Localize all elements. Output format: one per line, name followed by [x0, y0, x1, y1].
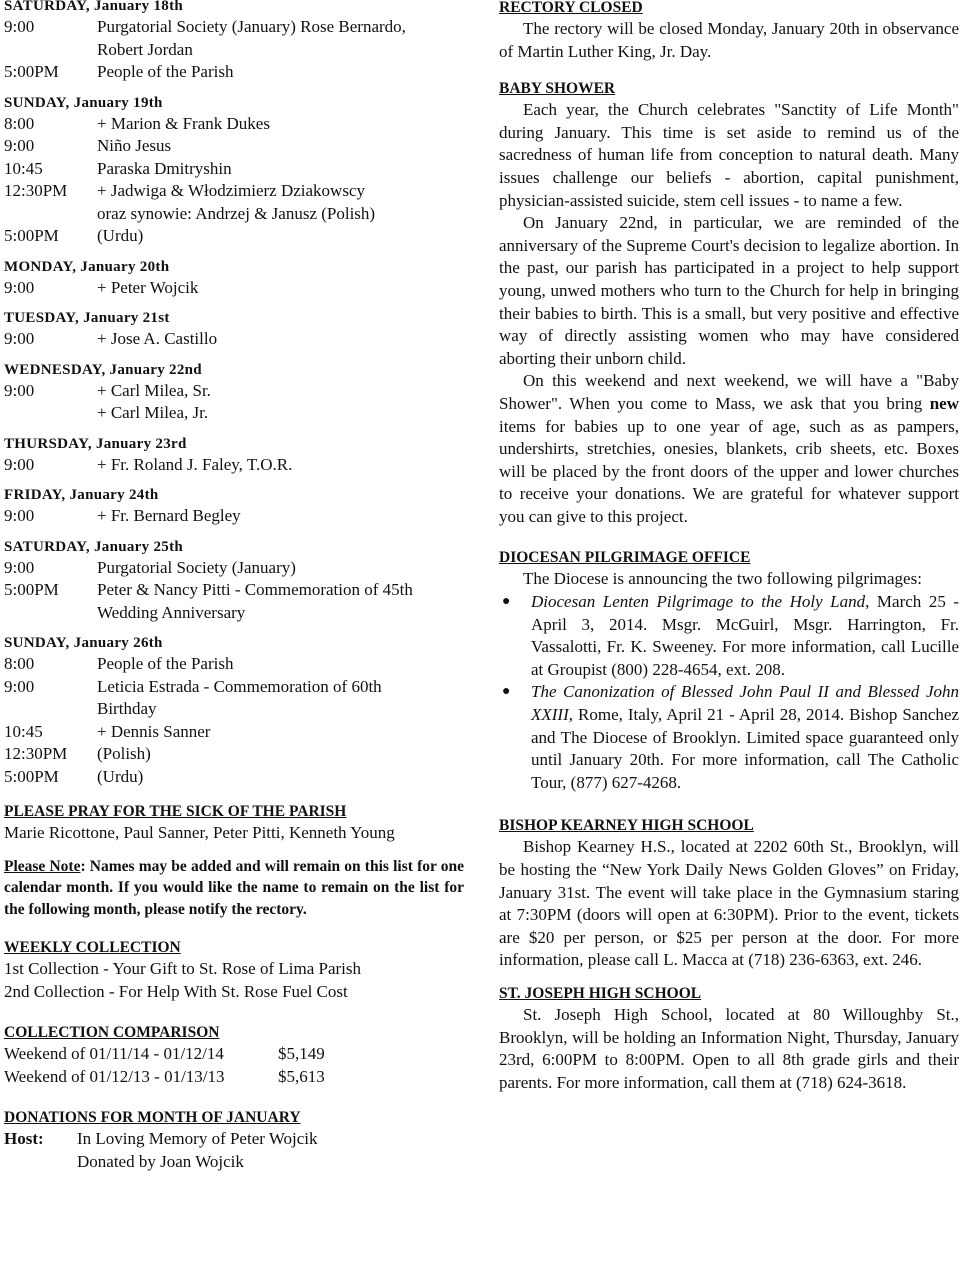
mass-time: 12:30PM — [4, 744, 68, 763]
mass-row — [4, 203, 464, 226]
mass-row — [4, 135, 464, 158]
mass-row — [4, 277, 464, 300]
mass-intention: + Fr. Bernard Begley — [97, 506, 241, 525]
mass-time: 9:00 — [4, 329, 35, 348]
baby-heading: BABY SHOWER — [499, 80, 616, 98]
weekly-line-2: 2nd Collection - For Help With St. Rose Fuel Cost — [4, 981, 348, 1001]
mass-row — [4, 676, 464, 699]
list-item — [499, 591, 959, 681]
pilgrimage-title: The Canonization of Blessed John Paul II and Blessed John XXIII — [531, 682, 959, 725]
mass-intention: Birthday — [97, 699, 157, 718]
mass-row — [4, 113, 464, 136]
kearney-heading: BISHOP KEARNEY HIGH SCHOOL — [499, 817, 754, 835]
mass-row — [4, 225, 464, 248]
host-text: In Loving Memory of Peter Wojcik — [77, 1129, 318, 1148]
mass-time: 9:00 — [4, 454, 35, 474]
day-heading: FRIDAY, January 24th — [4, 487, 159, 503]
day-heading: SUNDAY, January 26th — [4, 635, 163, 651]
mass-time: 10:45 — [4, 158, 43, 178]
pilgrimage-text: , March 25 - April 3, 2014. Msgr. McGuirl, Msgr. Harrington, Fr. Vassalotti, Fr. K. Sweeney. For more information, call Lucille at Groupist (800) 228-4654, ext. 208. — [531, 592, 960, 679]
mass-row — [4, 698, 464, 721]
mass-row — [4, 16, 464, 39]
day-heading: WEDNESDAY, January 22nd — [4, 361, 202, 378]
baby-paragraph-1: Each year, the Church celebrates "Sanctity of Life Month" during January. This time is set aside to remind us of the sacredness of human life from conception to natural death. Many issues challenge our beliefs - abortion, capital punishment, physician-assisted suicide, stem cell issues - to name a few. — [499, 100, 959, 210]
mass-intention: + Marion & Frank Dukes — [97, 113, 270, 133]
mass-time: 5:00PM — [4, 766, 59, 786]
mass-row — [4, 61, 464, 84]
mass-time: 5:00PM — [4, 226, 59, 245]
mass-intention: oraz synowie: Andrzej & Janusz (Polish) — [97, 203, 376, 223]
baby-p3-end: items for babies up to one year of age, such as as pampers, undershirts, stretchies, onesies, blankets, crib sheets, etc. Boxes will be placed by the front doors of the upper and lower churches to receive your donations. We are grateful for whatever support you can give to this project. — [499, 416, 959, 526]
sick-names: Marie Ricottone, Paul Sanner, Peter Pitti, Kenneth Young — [4, 823, 395, 842]
mass-row — [4, 328, 464, 351]
mass-intention: + Carl Milea, Sr. — [97, 380, 211, 400]
comparison-row — [4, 1043, 464, 1066]
mass-intention: + Jadwiga & Włodzimierz Dziakowscy — [97, 181, 365, 200]
mass-intention: Leticia Estrada - Commemoration of 60th — [97, 676, 382, 696]
mass-time: 9:00 — [4, 506, 35, 525]
pilgrimage-text: , Rome, Italy, April 21 - April 28, 2014. Bishop Sanchez and The Diocese of Brooklyn. Limited space guaranteed only until January 20th. For more information, call The Catholic Tour, (877) 627-4268. — [531, 705, 959, 792]
right-column — [499, 0, 959, 1094]
baby-paragraph-2: On January 22nd, in particular, we are reminded of the anniversary of the Supreme Court's decision to legalize abortion. In the past, our parish has participated in a project to help support young, unwed mothers who turn to the Church for help in bringing their babies to birth. This is a small, but very positive and effective way of directly assisting women who may have considered aborting their unborn child. — [499, 213, 959, 368]
mass-time: 9:00 — [4, 277, 35, 297]
mass-row — [4, 158, 464, 181]
donor-line: Donated by Joan Wojcik — [77, 1151, 244, 1171]
mass-intention: Purgatorial Society (January) — [97, 557, 296, 577]
mass-intention: Niño Jesus — [97, 136, 172, 155]
day-heading: MONDAY, January 20th — [4, 258, 170, 275]
mass-time: 5:00PM — [4, 580, 59, 599]
mass-intention: (Urdu) — [97, 766, 144, 786]
weekly-line-1: 1st Collection - Your Gift to St. Rose of Lima Parish — [4, 959, 361, 978]
pilgrimage-heading: DIOCESAN PILGRIMAGE OFFICE — [499, 549, 751, 567]
bullet-icon: ● — [502, 684, 511, 700]
mass-time: 8:00 — [4, 654, 35, 673]
mass-row — [4, 721, 464, 744]
mass-intention: Purgatorial Society (January) Rose Bernardo, — [97, 17, 406, 36]
day-heading: TUESDAY, January 21st — [4, 310, 170, 326]
bullet-icon: ● — [502, 594, 511, 610]
host-label: Host: — [4, 1129, 44, 1148]
note-text: : Names may be added and will remain on this list for one calendar month. If you would like the name to remain on the list for the following month, please notify the rectory. — [4, 857, 464, 918]
sick-note — [4, 856, 464, 921]
mass-time: 8:00 — [4, 113, 35, 133]
baby-paragraph-3 — [499, 370, 959, 528]
left-column — [4, 0, 464, 1173]
mass-time — [4, 602, 97, 625]
rectory-heading: RECTORY CLOSED — [499, 0, 643, 16]
day-heading: THURSDAY, January 23rd — [4, 435, 187, 452]
mass-time: 9:00 — [4, 676, 35, 696]
mass-row — [4, 402, 464, 425]
comparison-label: Weekend of 01/11/14 - 01/12/14 — [4, 1044, 224, 1063]
day-heading: SUNDAY, January 19th — [4, 94, 163, 111]
host-row — [4, 1128, 464, 1151]
mass-row — [4, 180, 464, 203]
pilgrimage-title: Diocesan Lenten Pilgrimage to the Holy Land — [531, 592, 866, 612]
mass-time: 9:00 — [4, 380, 35, 400]
mass-intention: Paraska Dmitryshin — [97, 158, 232, 178]
mass-intention: Peter & Nancy Pitti - Commemoration of 45th — [97, 580, 413, 599]
mass-intention: + Dennis Sanner — [97, 721, 211, 741]
mass-intention: + Fr. Roland J. Faley, T.O.R. — [97, 454, 293, 474]
mass-intention: People of the Parish — [97, 654, 234, 673]
comparison-row — [4, 1066, 464, 1089]
mass-row — [4, 602, 464, 625]
mass-intention: People of the Parish — [97, 62, 234, 81]
joseph-heading: ST. JOSEPH HIGH SCHOOL — [499, 984, 702, 1002]
mass-intention: (Polish) — [97, 744, 151, 763]
note-label: Please Note — [4, 857, 81, 875]
mass-row — [4, 505, 464, 528]
mass-intention: Robert Jordan — [97, 39, 193, 59]
mass-row — [4, 454, 464, 477]
joseph-text: St. Joseph High School, located at 80 Willoughby St., Brooklyn, will be holding an Information Night, Thursday, January 23rd, 6:00PM to 8:00PM. Open to all 8th grade girls and their parents. For more information, call them at (718) 624-3618. — [499, 1004, 959, 1092]
pilgrimage-list — [499, 591, 959, 794]
mass-schedule — [4, 0, 464, 788]
mass-row — [4, 743, 464, 766]
mass-time: 12:30PM — [4, 181, 68, 200]
pilgrimage-intro: The Diocese is announcing the two following pilgrimages: — [523, 569, 922, 589]
sick-heading: PLEASE PRAY FOR THE SICK OF THE PARISH — [4, 803, 347, 820]
comparison-heading: COLLECTION COMPARISON — [4, 1024, 220, 1041]
mass-intention: + Jose A. Castillo — [97, 329, 218, 348]
rectory-text: The rectory will be closed Monday, January 20th in observance of Martin Luther King, Jr. Day. — [499, 19, 959, 61]
list-item — [499, 681, 959, 794]
mass-time: 9:00 — [4, 17, 35, 36]
mass-intention: + Peter Wojcik — [97, 277, 199, 297]
mass-time: 9:00 — [4, 136, 35, 155]
comparison-label: Weekend of 01/12/13 - 01/13/13 — [4, 1066, 225, 1086]
weekly-heading: WEEKLY COLLECTION — [4, 939, 181, 956]
donations-heading: DONATIONS FOR MONTH OF JANUARY — [4, 1109, 301, 1126]
mass-intention: (Urdu) — [97, 226, 144, 245]
mass-time: 5:00PM — [4, 62, 59, 81]
mass-time: 9:00 — [4, 557, 35, 577]
day-heading: SATURDAY, January 25th — [4, 538, 184, 555]
mass-row — [4, 579, 464, 602]
mass-row — [4, 380, 464, 403]
day-heading: SATURDAY, January 18th — [4, 0, 184, 14]
mass-row — [4, 653, 464, 676]
mass-time — [4, 698, 97, 721]
mass-row — [4, 766, 464, 789]
mass-time — [4, 39, 97, 62]
comparison-amount: $5,149 — [278, 1044, 325, 1063]
mass-intention: Wedding Anniversary — [97, 602, 246, 622]
baby-p3-start: On this weekend and next weekend, we will have a "Baby Shower". When you come to Mass, we ask that you bring — [499, 371, 959, 413]
mass-row — [4, 39, 464, 62]
mass-time: 10:45 — [4, 721, 43, 741]
mass-row — [4, 557, 464, 580]
comparison-amount: $5,613 — [278, 1066, 325, 1086]
mass-time — [4, 203, 97, 226]
kearney-text: Bishop Kearney H.S., located at 2202 60th St., Brooklyn, will be hosting the “New York Daily News Golden Gloves” on Friday, January 31st. The event will take place in the Gymnasium staring at 7:30PM (doors will open at 6:30PM). Prior to the event, tickets are $20 per person, or $25 per person at the door. For more information, please call L. Macca at (718) 236-6363, ext. 246. — [499, 837, 959, 970]
mass-time — [4, 402, 97, 425]
mass-intention: + Carl Milea, Jr. — [97, 403, 209, 422]
baby-p3-bold: new — [929, 393, 959, 413]
